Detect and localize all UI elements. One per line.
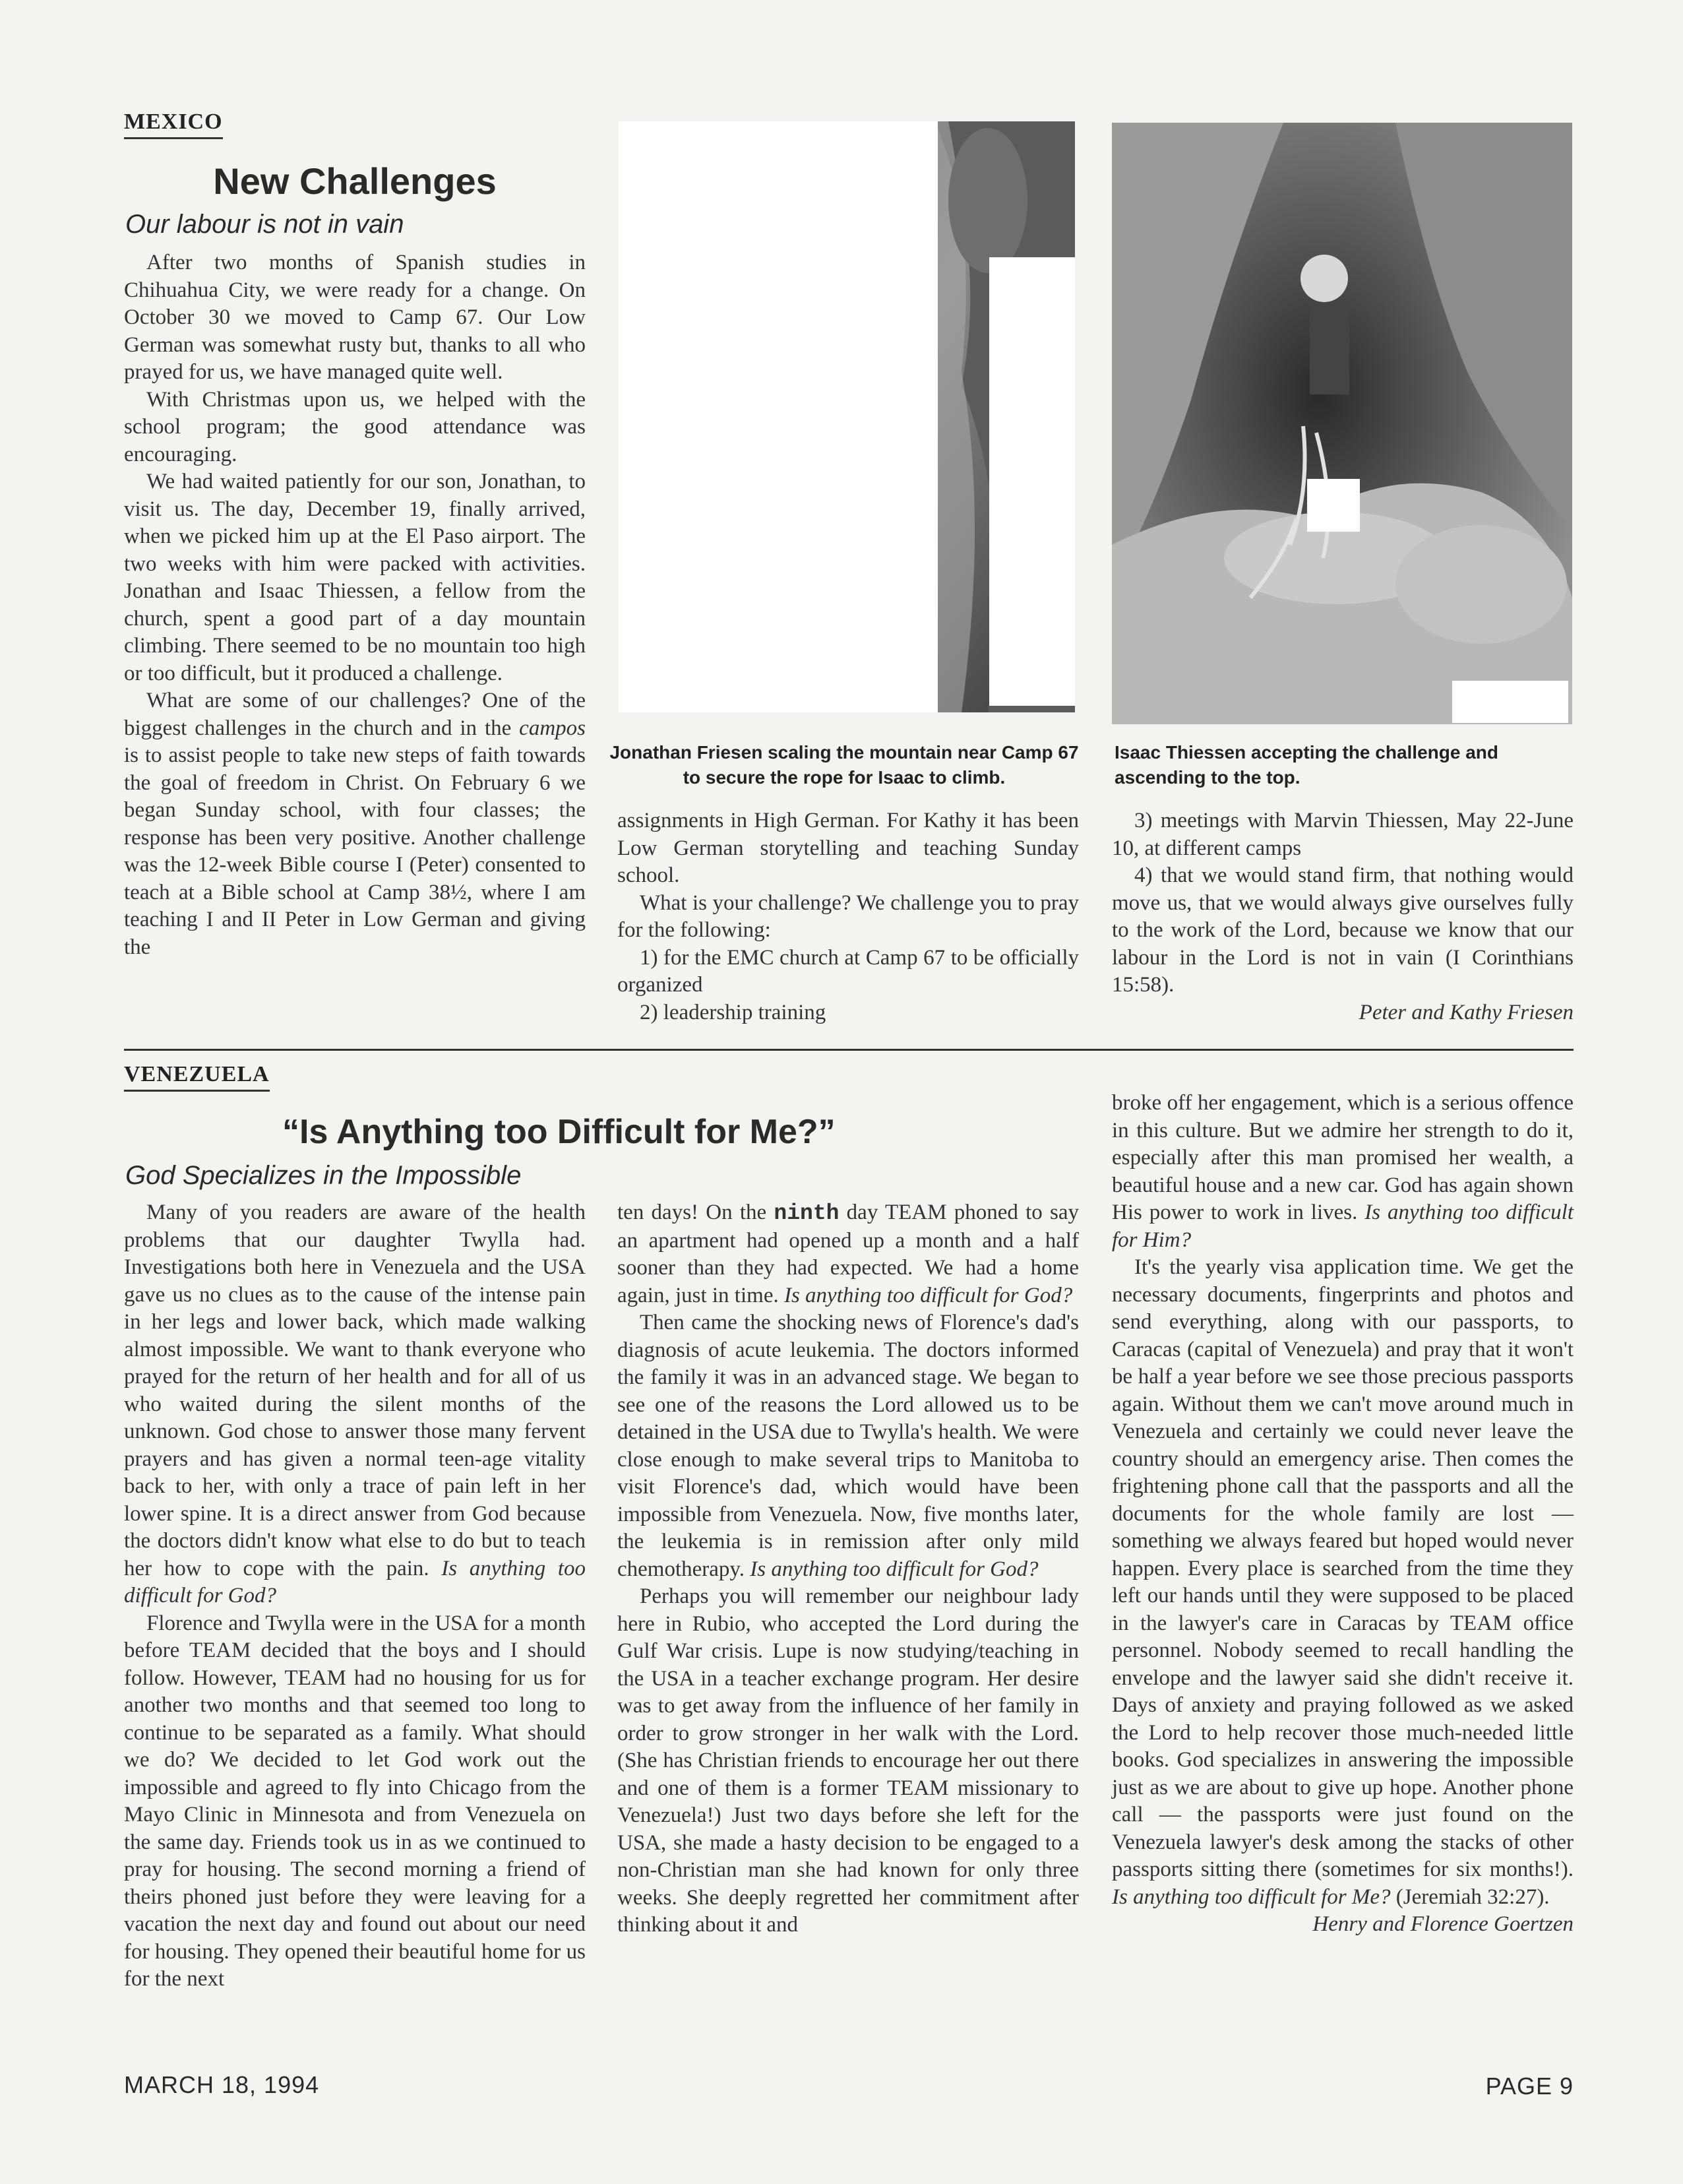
paragraph: 1) for the EMC church at Camp 67 to be officially organized	[617, 945, 1079, 997]
section-divider	[124, 1049, 1574, 1051]
article-title-new-challenges: New Challenges	[213, 160, 497, 202]
section-label-mexico: MEXICO	[124, 109, 223, 139]
article-title-venezuela: “Is Anything too Difficult for Me?”	[282, 1113, 836, 1151]
mexico-column-3	[1112, 807, 1574, 1026]
paragraph: broke off her engagement, which is a serious offence in this culture. But we admire her strength to do it, especially after this man promised her wealth, a beautiful house and a new car. God has again shown His power to work in lives. Is anything too difficult for Him?	[1112, 1091, 1574, 1252]
section-label-venezuela: VENEZUELA	[124, 1062, 270, 1092]
venezuela-column-1	[124, 1199, 586, 1993]
paragraph: ten days! On the ninth day TEAM phoned to say an apartment had opened up a month and a half sooner than they had expected. We had a home again, just in time. Is anything too difficult for God?	[617, 1201, 1079, 1307]
article-subtitle-mexico: Our labour is not in vain	[125, 210, 404, 239]
venezuela-column-3	[1112, 1090, 1574, 1939]
article-subtitle-venezuela: God Specializes in the Impossible	[125, 1161, 522, 1190]
paragraph: 3) meetings with Marvin Thiessen, May 22-June 10, at different camps	[1112, 809, 1574, 860]
photo-caption-1: Jonathan Friesen scaling the mountain near Camp 67 to secure the rope for Isaac to climb.	[609, 742, 1079, 788]
paragraph: It's the yearly visa application time. We get the necessary documents, fingerprints and photos and send everything, along with our passports, to Caracas (capital of Venezuela) and pray that it won't be half a year before we see those precious passports again. Without them we can't move around much in Venezuela and certainly we could never leave the country should an emergency arise. Then comes the frightening phone call that the passports and all the documents for the whole family are lost — something we always feared but hoped would never happen. Every place is searched from the time they left our hands until they were supposed to be placed in the lawyer's care in Caracas by TEAM office personnel. Nobody seemed to recall handling the envelope and the lawyer said she didn't receive it. Days of anxiety and praying followed as we asked the Lord to help recover those much-needed little books. God specializes in answering the impossible just as we are about to give up hope. Another phone call — the passports were just found on the Venezuela lawyer's desk among the stacks of other passports sitting there (sometimes for six months!). Is anything too difficult for Me? (Jeremiah 32:27).	[1112, 1255, 1574, 1909]
paragraph: With Christmas upon us, we helped with the school program; the good attendance was encouraging.	[124, 387, 586, 466]
paragraph: We had waited patiently for our son, Jonathan, to visit us. The day, December 19, finally arrived, when we picked him up at the El Paso airport. The two weeks with him were packed with activities. Jonathan and Isaac Thiessen, a fellow from the church, spent a good part of a day mountain climbing. There seemed to be no mountain too high or too difficult, but it produced a challenge.	[124, 470, 586, 685]
paragraph: What are some of our challenges? One of the biggest challenges in the church and in the campos is to assist people to take new steps of faith towards the goal of freedom in Christ. On February 6 we began Sunday school, with four classes; the response has been very positive. Another challenge was the 12-week Bible course I (Peter) consented to teach at a Bible school at Camp 38½, where I am teaching I and II Peter in Low German and giving the	[124, 689, 586, 959]
mexico-column-2	[617, 807, 1079, 1026]
photo-jonathan-climbing	[619, 121, 1075, 712]
paragraph: 2) leadership training	[640, 1000, 826, 1024]
mexico-column-1	[124, 249, 586, 961]
paragraph: assignments in High German. For Kathy it has been Low German storytelling and teaching Sunday school.	[617, 809, 1079, 887]
paragraph: Then came the shocking news of Florence's dad's diagnosis of acute leukemia. The doctors informed the family it was in an advanced stage. We began to see one of the reasons the Lord allowed us to be detained in the USA due to Twylla's health. We were close enough to make several trips to Manitoba to visit Florence's dad, which would have been impossible from Venezuela. Now, five months later, the leukemia is in remission after only mild chemotherapy. Is anything too difficult for God?	[617, 1311, 1079, 1581]
redacted-area	[989, 257, 1075, 706]
paragraph: What is your challenge? We challenge you to pray for the following:	[617, 890, 1079, 942]
footer-date: MARCH 18, 1994	[124, 2071, 320, 2098]
photo-isaac-climbing	[1112, 123, 1572, 724]
paragraph: After two months of Spanish studies in Chihuahua City, we were ready for a change. On October 30 we moved to Camp 67. Our Low German was somewhat rusty but, thanks to all who prayed for us, we have managed quite well.	[124, 251, 586, 384]
footer-page-number: PAGE 9	[1485, 2073, 1574, 2100]
redacted-area	[1307, 479, 1360, 532]
redacted-area	[1452, 681, 1568, 723]
signature: Henry and Florence Goertzen	[1312, 1912, 1574, 1936]
paragraph: Many of you readers are aware of the health problems that our daughter Twylla had. Investigations both here in Venezuela and the USA gave us no clues as to the cause of the intense pain in her legs and lower back, which made walking almost impossible. We want to thank everyone who prayed for the return of her health and for all of us who waited during the silent months of the unknown. God chose to answer those many fervent prayers and has given a normal teen-age vitality back to her, with only a trace of pain left in her lower spine. It is a direct answer from God because the doctors didn't know what else to do but to teach her how to cope with the pain. Is anything too difficult for God?	[124, 1201, 586, 1607]
venezuela-column-2	[617, 1199, 1079, 1939]
paragraph: Perhaps you will remember our neighbour lady here in Rubio, who accepted the Lord during the Gulf War crisis. Lupe is now studying/teaching in the USA in a teacher exchange program. Her desire was to get away from the influence of her family in order to grow stronger in her walk with the Lord. (She has Christian friends to encourage her out there and one of them is a former TEAM missionary to Venezuela!) Just two days before she left for the USA, she made a hasty decision to be engaged to a non-Christian man she had known for only three weeks. She deeply regretted her commitment after thinking about it and	[617, 1584, 1079, 1937]
photo-cave-image	[1112, 123, 1572, 724]
redacted-area	[619, 121, 938, 712]
paragraph: 4) that we would stand firm, that nothing would move us, that we would always give ourselves fully to the work of the Lord, because we know that our labour in the Lord is not in vain (I Corinthians 15:58).	[1112, 863, 1574, 997]
signature: Peter and Kathy Friesen	[1359, 1000, 1574, 1024]
photo-caption-2: Isaac Thiessen accepting the challenge and ascending to the top.	[1115, 742, 1498, 788]
paragraph: Florence and Twylla were in the USA for a month before TEAM decided that the boys and I should follow. However, TEAM had no housing for us for another two months and that seemed too long to continue to be separated as a family. What should we do? We decided to let God work out the impossible and agreed to fly into Chicago from the Mayo Clinic in Minnesota and from Venezuela on the same day. Friends took us in as we continued to pray for housing. The second morning a friend of theirs phoned just before they were leaving for a vacation the next day and found out about our need for housing. They opened their beautiful home for us for the next	[124, 1611, 586, 1991]
